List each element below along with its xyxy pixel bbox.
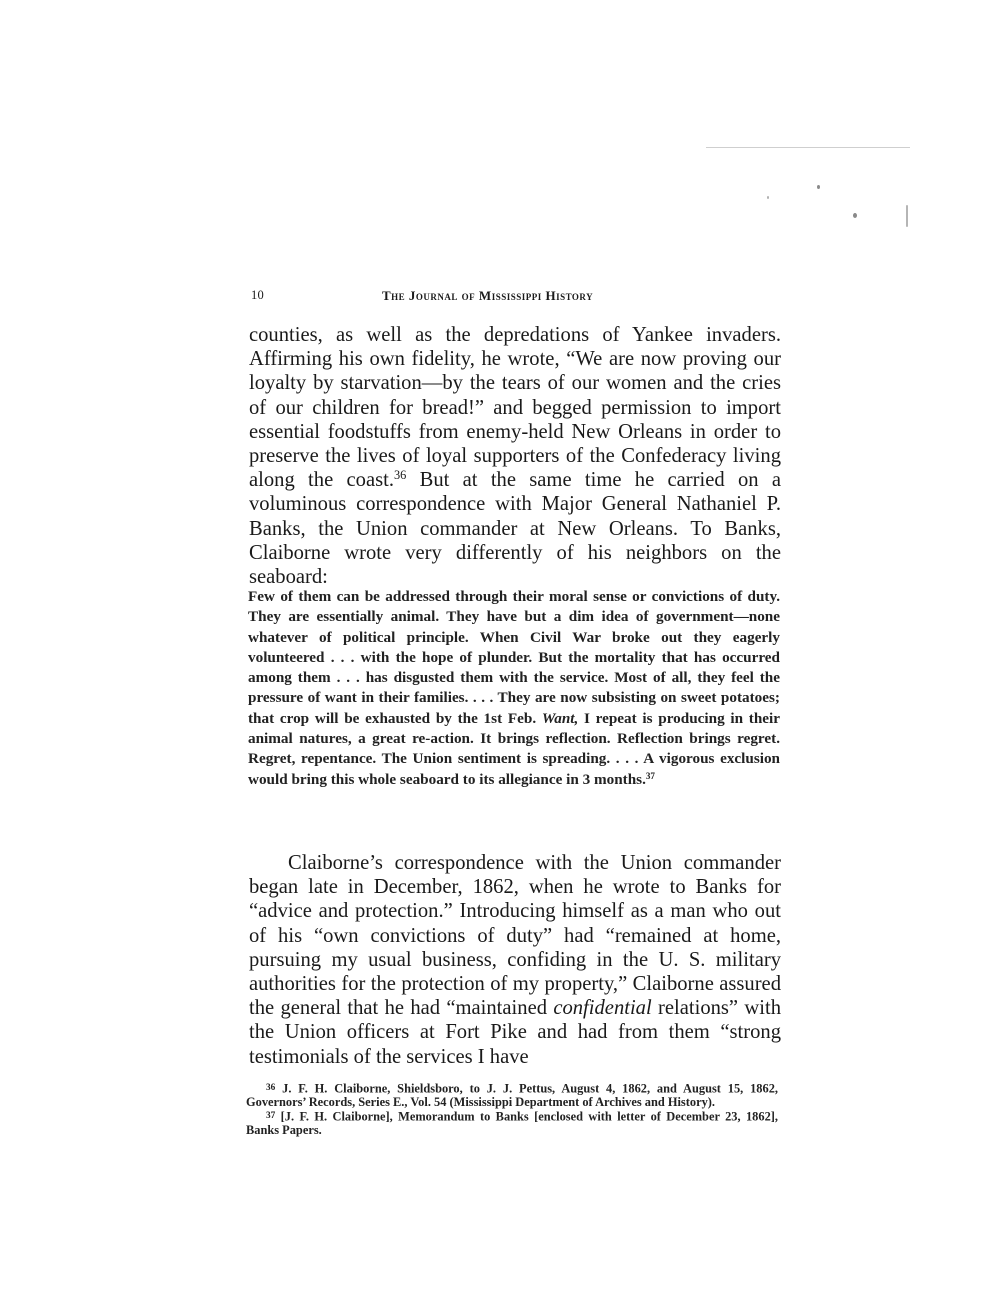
paragraph-1 bbox=[249, 323, 781, 589]
footnote-36 bbox=[246, 1082, 778, 1110]
block-quote-text-a: Few of them can be addressed through their moral sense or convictions of duty. They are essentially animal. They have but a dim idea of government—none whatever of political principle. When Civil War broke out they eagerly volunteered . . . with the hope of plunder. But the mortality that has occurred among them . . . has disgusted them with the service. Most of all, they feel the pressure of want in their families. . . . They are now subsisting on sweet potatoes; that crop will be exhausted by the 1st Feb. bbox=[248, 588, 780, 727]
footnote-37 bbox=[246, 1110, 778, 1138]
running-title: The Journal of Mississippi History bbox=[382, 288, 594, 303]
paragraph-1-text-a: counties, as well as the depredations of Yankee invaders. Affirming his own fidelity, he wrote, “We are now proving our loyalty by starvation—by the tears of our women and the cries of our children for bread!” and begged permission to import essential foodstuffs from enemy-held New Orleans in order to preserve the lives of loyal supporters of the Confederacy living along the coast. bbox=[249, 324, 781, 492]
running-header bbox=[251, 288, 779, 306]
paragraph-2-text-a: Claiborne’s correspondence with the Union commander began late in December, 1862, when he wrote to Banks for “advice and protection.” Introducing himself as a man who out of his “own convictions of duty” had “remained at home, pursuing my usual business, confiding in the U. S. military authorities for the protection of my property,” Claiborne assured the general that he had “maintained bbox=[249, 852, 781, 1020]
paragraph-2 bbox=[249, 851, 781, 1069]
block-quote bbox=[248, 587, 780, 790]
paragraph-1-text-b: But at the same time he carried on a voluminous correspondence with Major General Nathaniel P. Banks, the Union commander at New Orleans. To Banks, Claiborne wrote very differently of his neighbors on the seaboard: bbox=[249, 469, 781, 589]
scan-speck bbox=[767, 196, 769, 199]
paragraph-2-italic-word: confidential bbox=[553, 997, 652, 1020]
block-quote-text-b: I repeat is producing in their animal natures, a great re-action. It brings reflection. Reflection brings regret. Regret, repentance. The Union sentiment is spreading. . . . A vigorous exclusion would bring this whole seaboard to its allegiance in 3 months. bbox=[248, 709, 780, 788]
footnote-marker: 37 bbox=[266, 1110, 276, 1121]
page-number: 10 bbox=[251, 288, 264, 302]
scan-speck bbox=[817, 185, 820, 189]
block-quote-italic-word: Want, bbox=[541, 709, 579, 727]
scan-speck bbox=[906, 205, 908, 227]
scan-speck bbox=[853, 213, 857, 218]
scan-edge-line bbox=[706, 147, 910, 148]
paragraph-2-text-b: relations” with the Union officers at Fort Pike and had from them “strong testimonials of the services I have bbox=[249, 997, 781, 1068]
footnote-ref-36: 36 bbox=[393, 468, 407, 483]
footnote-text: J. F. H. Claiborne, Shieldsboro, to J. J. Pettus, August 4, 1862, and August 15, 1862, Governors’ Records, Series E., Vol. 54 (Mississippi Department of Archives and History). bbox=[246, 1081, 778, 1110]
footnote-text: [J. F. H. Claiborne], Memorandum to Banks [enclosed with letter of December 23, 1862], Banks Papers. bbox=[246, 1109, 778, 1138]
footnote-marker: 36 bbox=[266, 1083, 276, 1093]
footnote-ref-37: 37 bbox=[645, 770, 655, 781]
footnotes bbox=[246, 1082, 778, 1138]
